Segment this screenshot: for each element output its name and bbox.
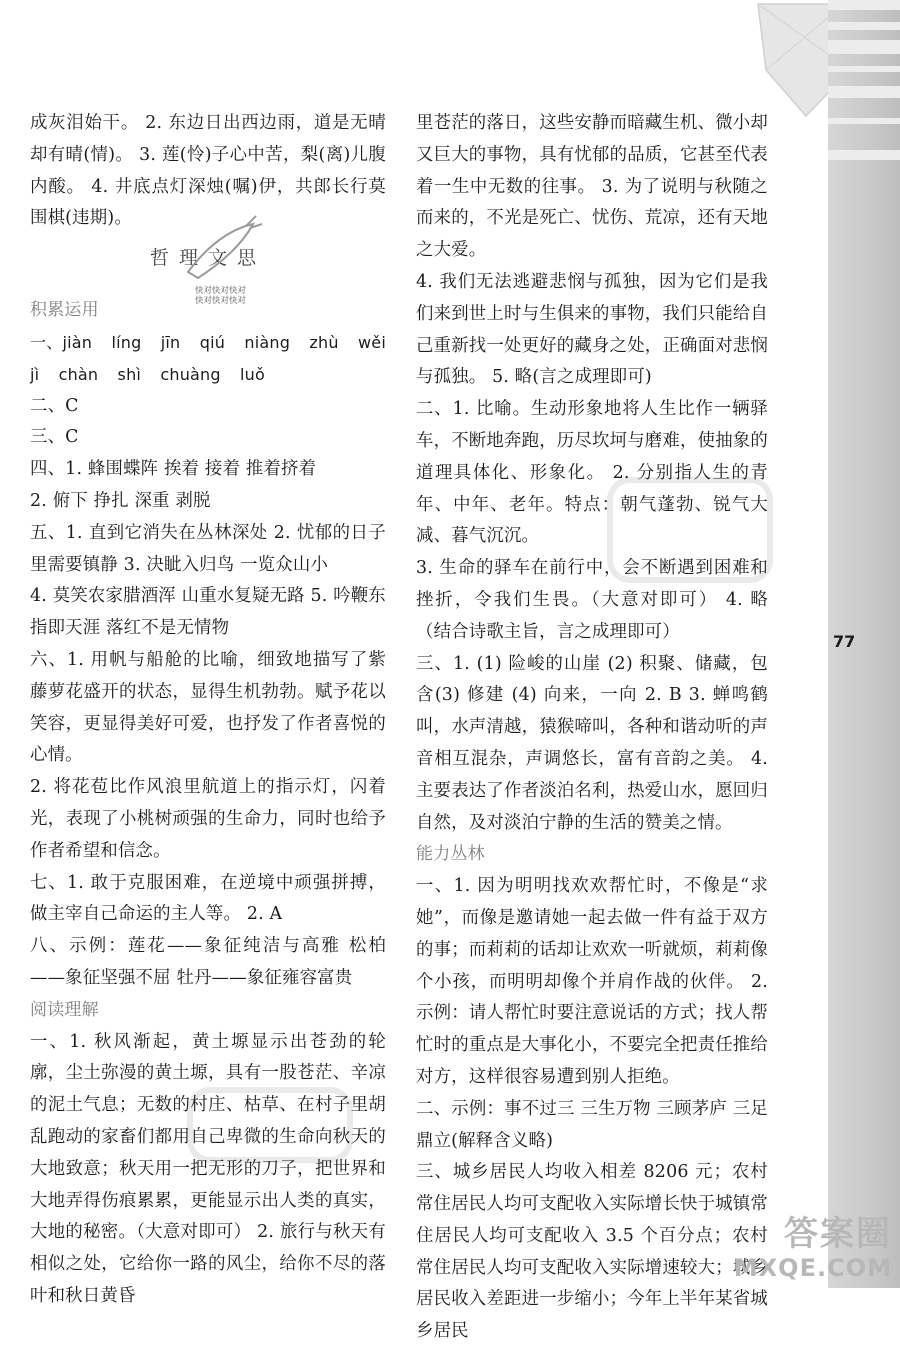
answer-paragraph: 成灰泪始干。 2. 东边日出西边雨，道是无晴却有晴(情)。 3. 莲(怜)子心中苦，梨(离)儿腹内酸。 4. 井底点灯深烛(嘱)伊，共郎长行莫围棋(违期)。 bbox=[30, 113, 386, 229]
answer-paragraph: 八、示例：莲花——象征纯洁与高雅 松柏——象征坚强不屈 牡丹——象征雍容富贵 bbox=[30, 936, 386, 988]
watermark-text-cn: 答案圈 bbox=[784, 1214, 892, 1254]
site-watermark bbox=[712, 1214, 892, 1282]
answer-line: 二、C bbox=[30, 395, 79, 416]
answer-line: 四、1. 蜂围蝶阵 挨着 接着 推着挤着 bbox=[30, 459, 317, 480]
section-heading-reading: 阅读理解 bbox=[30, 999, 99, 1020]
section-title: 哲理文思 bbox=[149, 247, 266, 270]
answer-paragraph: 三、1. (1) 险峻的山崖 (2) 积聚、储藏，包含(3) 修建 (4) 向来，一向 2. B 3. 蝉鸣鹤叫，水声清越，猿猴啼叫，各种和谐动听的声音相互混杂，声调悠长，富有音韵之美。 4. 主要表达了作者淡泊名利，热爱山水，愿回归自然，及对淡泊宁静的生活的赞美之情。 bbox=[416, 653, 768, 833]
answer-line: 2. 俯下 挣扎 深重 剥脱 bbox=[30, 490, 211, 511]
section-heading-ability: 能力丛林 bbox=[416, 844, 485, 865]
answer-paragraph: 4. 我们无法逃避悲悯与孤独，因为它们是我们来到世上时与生俱来的事物，我们只能给自己重新找一处更好的藏身之处，正确面对悲悯与孤独。 5. 略(言之成理即可) bbox=[416, 271, 768, 388]
answer-paragraph: 三、城乡居民人均收入相差 8206 元；农村常住居民人均可支配收入实际增长快于城镇常住居民人均可支配收入 3.5 个百分点；农村常住居民人均可支配收入实际增速较大；城乡居民收入差距进一步缩小；今年上半年某省城乡居民 bbox=[416, 1162, 768, 1342]
answer-paragraph: 3. 生命的驿车在前行中，会不断遇到困难和挫折，令我们生畏。（大意对即可） 4. 略（结合诗歌主旨，言之成理即可） bbox=[416, 558, 768, 642]
section-heading-accumulation: 积累运用 bbox=[30, 300, 99, 321]
page-number: 77 bbox=[833, 632, 856, 651]
answer-paragraph: 二、1. 比喻。生动形象地将人生比作一辆驿车，不断地奔跑，历尽坎坷与磨难，使抽象的道理具体化、形象化。 2. 分别指人生的青年、中年、老年。特点：朝气蓬勃、锐气大减、暮气沉沉。 bbox=[416, 399, 768, 547]
carrot-stamp-icon bbox=[168, 212, 268, 282]
answer-paragraph: 五、1. 直到它消失在丛林深处 2. 忧郁的日子里需要镇静 3. 决眦入归鸟 一览众山小 bbox=[30, 522, 386, 575]
watermark-text-en: MXQE.COM bbox=[733, 1254, 892, 1282]
right-column bbox=[416, 108, 768, 1348]
answer-paragraph: 一、1. 因为明明找欢欢帮忙时，不像是“求她”，而像是邀请她一起去做一件有益于双方的事；而莉莉的话却让欢欢一听就烦，莉莉像个小孩，而明明却像个并肩作战的伙伴。 2. 示例：请人帮忙时要注意说话的方式；找人帮忙时的重点是大事化小，不要完全把责任推给对方，这样很容易遭到别人拒绝。 bbox=[416, 876, 768, 1087]
answer-paragraph: 一、1. 秋风渐起，黄土塬显示出苍劲的轮廓，尘土弥漫的黄土塬，具有一股苍茫、辛凉的泥土气息；无数的村庄、枯草、在村子里胡乱跑动的家畜们都用自己卑微的生命向秋天的大地致意；秋天用一把无形的刀子，把世界和大地弄得伤痕累累，更能显示出人类的真实，大地的秘密。（大意对即可） 2. 旅行与秋天有相似之处，它给你一路的风尘，给你不尽的落叶和秋日黄昏 bbox=[30, 1031, 386, 1306]
answer-line: 三、C bbox=[30, 427, 79, 448]
answer-paragraph: 4. 莫笑农家腊酒浑 山重水复疑无路 5. 吟鞭东指即天涯 落红不是无情物 bbox=[30, 586, 386, 639]
stamp-label: 快对快对快对 快对快对快对 bbox=[195, 286, 247, 306]
answer-pinyin: 一、jiàn líng jīn qiú niàng zhù wěi jì chàn shì chuàng luǒ bbox=[30, 332, 386, 384]
answer-paragraph: 七、1. 敢于克服困难，在逆境中顽强拼搏，做主宰自己命运的主人等。 2. A bbox=[30, 872, 386, 925]
answer-paragraph: 2. 将花苞比作风浪里航道上的指示灯，闪着光，表现了小桃树顽强的生命力，同时也给予作者希望和信念。 bbox=[30, 777, 386, 861]
answer-paragraph: 里苍茫的落日，这些安静而暗藏生机、微小却又巨大的事物，具有忧郁的品质，它甚至代表着一生中无数的往事。 3. 为了说明与秋随之而来的，不光是死亡、忧伤、荒凉，还有天地之大爱。 bbox=[416, 113, 768, 261]
answer-paragraph: 六、1. 用帆与船舱的比喻，细致地描写了紫藤萝花盛开的状态，显得生机勃勃。赋予花以笑容，更显得美好可爱，也抒发了作者喜悦的心情。 bbox=[30, 649, 386, 766]
answer-paragraph: 二、示例：事不过三 三生万物 三顾茅庐 三足鼎立(解释含义略) bbox=[416, 1098, 768, 1151]
